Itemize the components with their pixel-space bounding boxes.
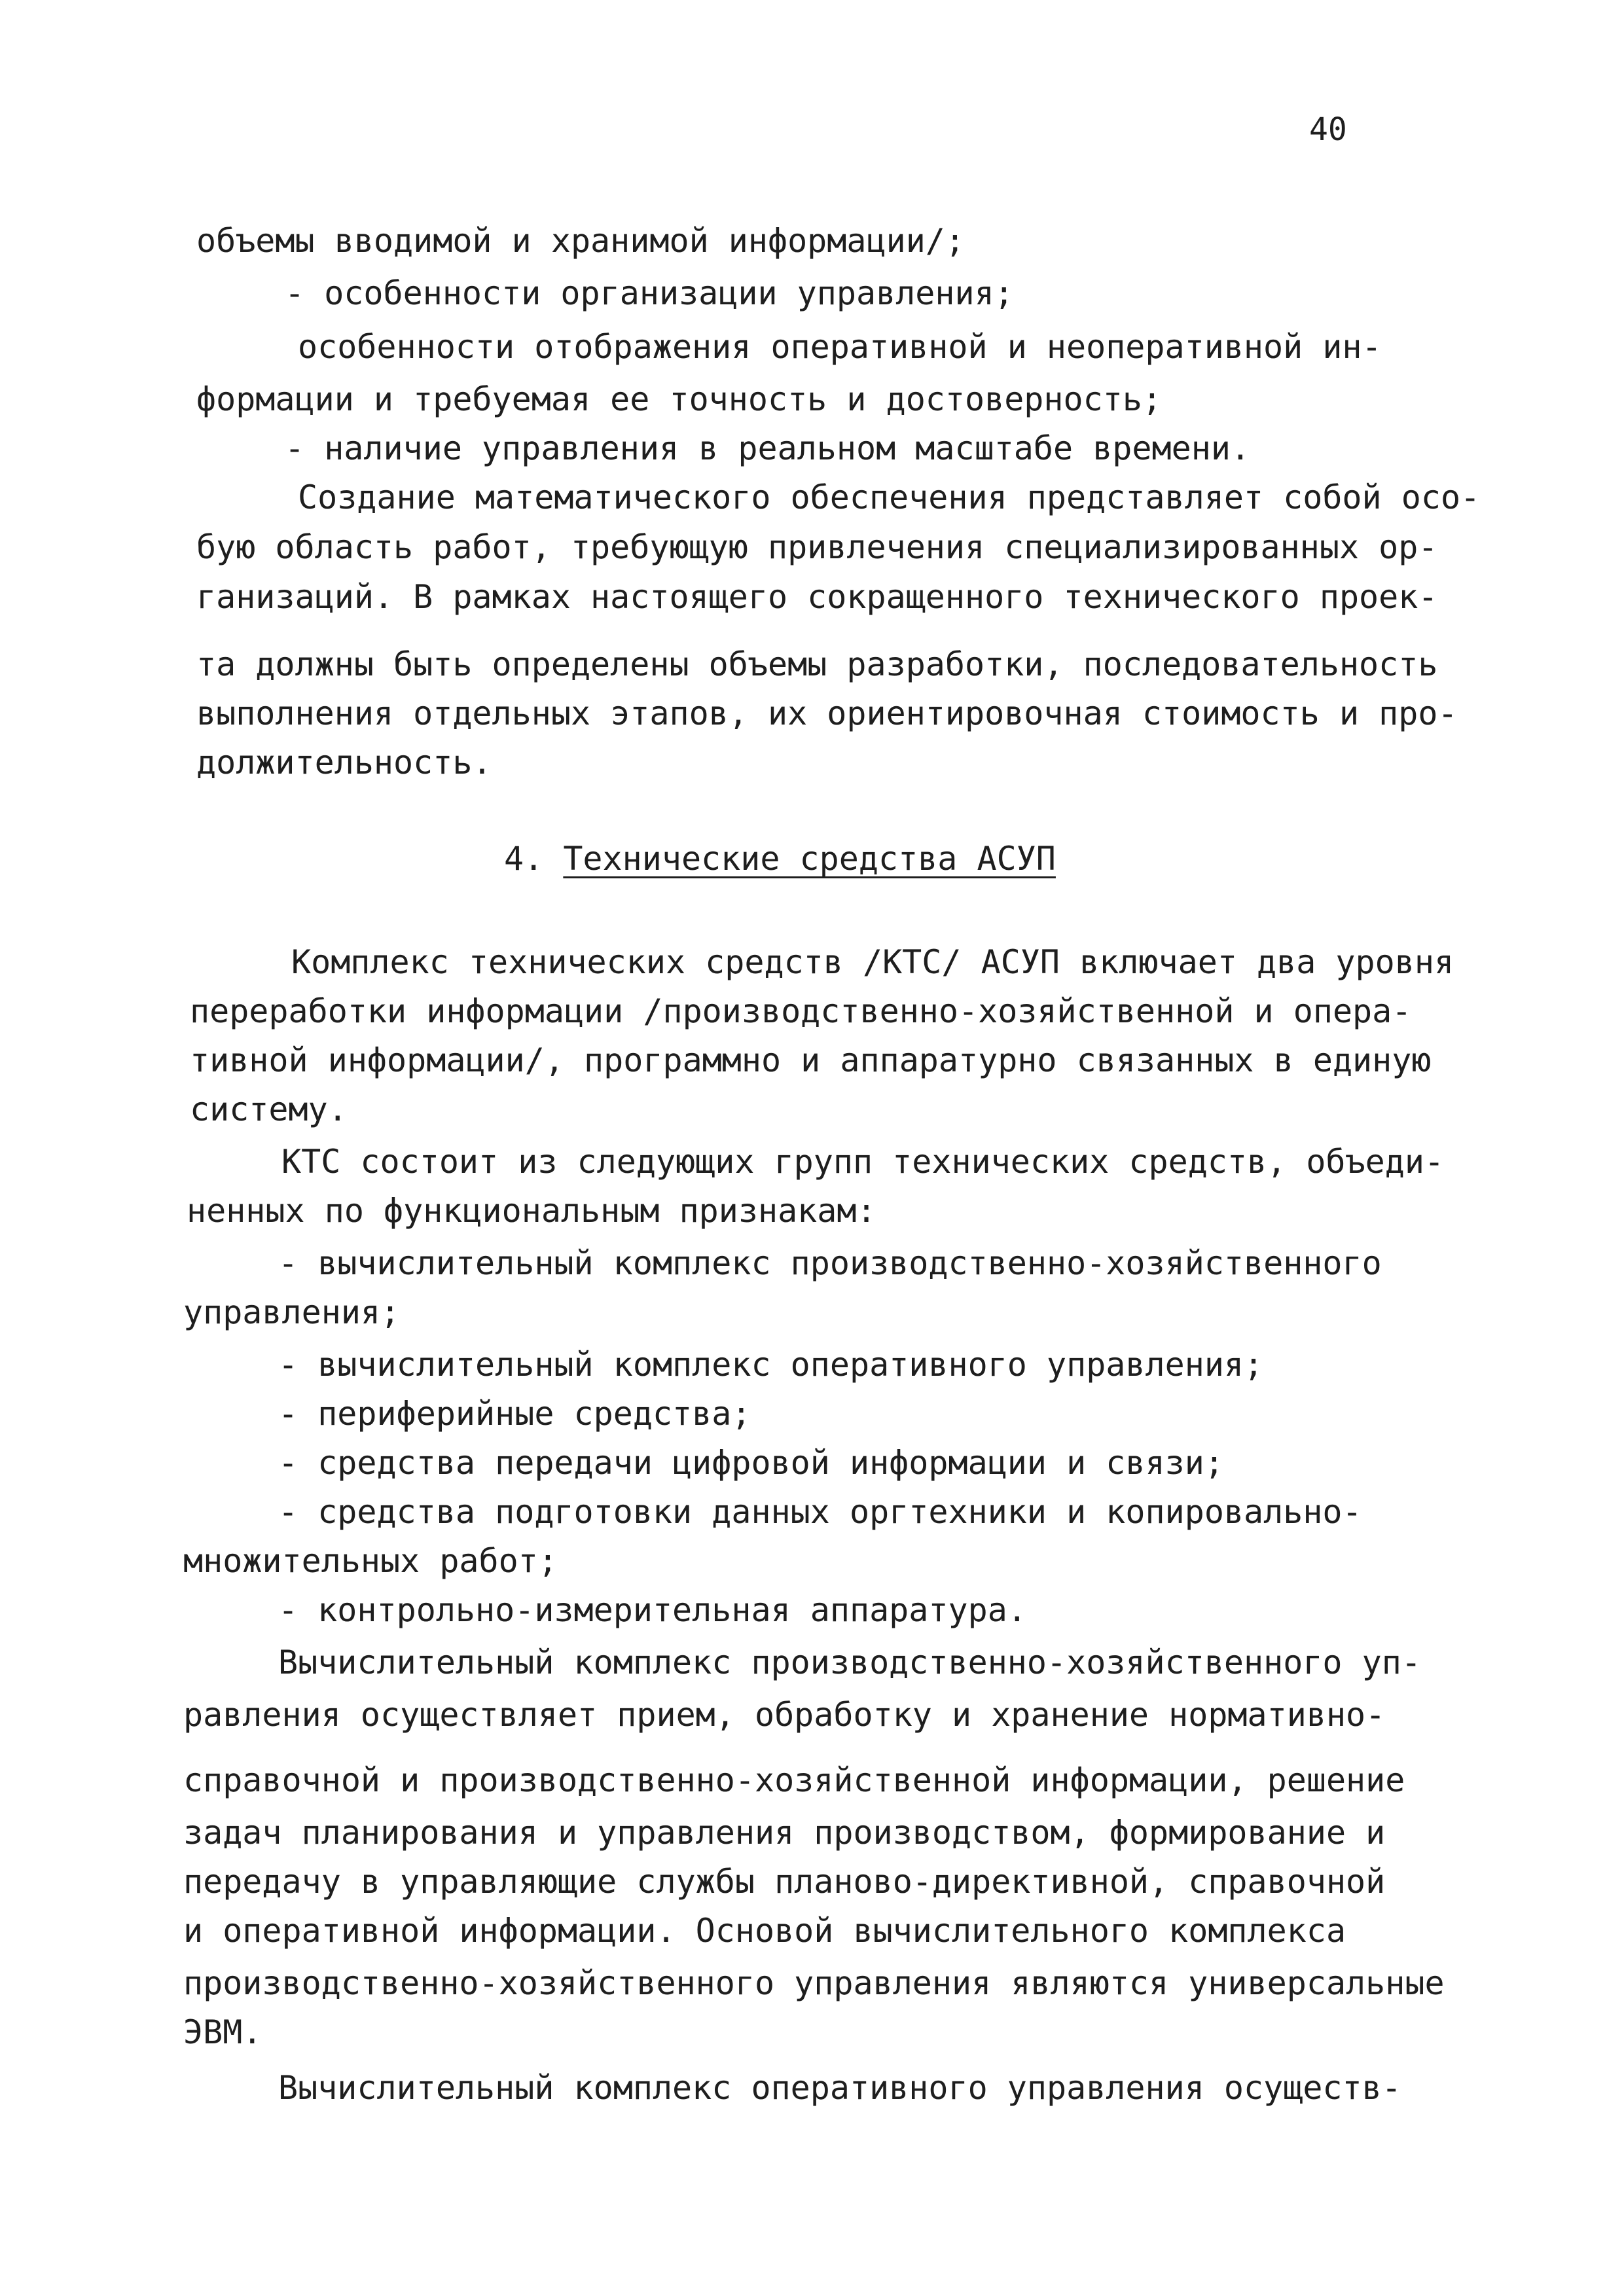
text-line: управления; [183, 1293, 401, 1331]
text-line: тивной информации/, программно и аппаратурно связанных в единую [190, 1041, 1432, 1079]
text-line: объемы вводимой и хранимой информации/; [196, 222, 965, 260]
text-line: бую область работ, требующую привлечения специализированных ор- [196, 528, 1438, 566]
text-line: равления осуществляет прием, обработку и хранение нормативно- [183, 1696, 1386, 1734]
list-item: - периферийные средства; [278, 1395, 751, 1433]
text-line: переработки информации /производственно-хозяйственной и опера- [190, 992, 1412, 1030]
text-line: КТС состоит из следующих групп технических средств, объеди- [281, 1143, 1445, 1181]
text-line: особенности отображения оперативной и неоперативной ин- [298, 328, 1382, 366]
text-line: - наличие управления в реальном масштабе времени. [285, 429, 1251, 467]
text-line: Комплекс технических средств /КТС/ АСУП включает два уровня [291, 943, 1454, 981]
text-line: ЭВМ. [183, 2013, 262, 2051]
text-line: передачу в управляющие службы планово-директивной, справочной [183, 1863, 1386, 1901]
text-line: ганизаций. В рамках настоящего сокращенного технического проек- [196, 578, 1438, 616]
list-item: - вычислительный комплекс оперативного управления; [278, 1346, 1264, 1384]
text-line: систему. [190, 1090, 348, 1128]
text-line: Вычислительный комплекс производственно-хозяйственного уп- [278, 1643, 1421, 1681]
list-item: - контрольно-измерительная аппаратура. [278, 1591, 1027, 1629]
list-item: - вычислительный комплекс производственно-хозяйственного [278, 1244, 1382, 1282]
text-line: выполнения отдельных этапов, их ориентировочная стоимость и про- [196, 694, 1458, 732]
section-number: 4. [504, 840, 544, 878]
text-line: Создание математического обеспечения представляет собой осо- [298, 478, 1481, 516]
text-line: формации и требуемая ее точность и достоверность; [196, 380, 1163, 418]
text-line: Вычислительный комплекс оперативного управления осуществ- [278, 2069, 1401, 2107]
text-line: справочной и производственно-хозяйственной информации, решение [183, 1761, 1405, 1799]
list-item: - средства подготовки данных оргтехники и копировально- [278, 1493, 1362, 1531]
text-line: и оперативной информации. Основой вычислительного комплекса [183, 1912, 1346, 1950]
section-title: Технические средства АСУП [563, 840, 1056, 878]
text-line: задач планирования и управления производством, формирование и [183, 1814, 1386, 1852]
section-heading [504, 839, 1056, 878]
text-line: должительность. [196, 744, 492, 781]
list-item: - средства передачи цифровой информации и связи; [278, 1444, 1224, 1482]
text-line: та должны быть определены объемы разработки, последовательность [196, 645, 1438, 683]
text-line: - особенности организации управления; [285, 274, 1014, 312]
text-line: производственно-хозяйственного управления являются универсальные [183, 1964, 1445, 2002]
page-number: 40 [1309, 111, 1347, 148]
text-line: множительных работ; [183, 1542, 558, 1580]
text-line: ненных по функциональным признакам: [187, 1192, 876, 1230]
